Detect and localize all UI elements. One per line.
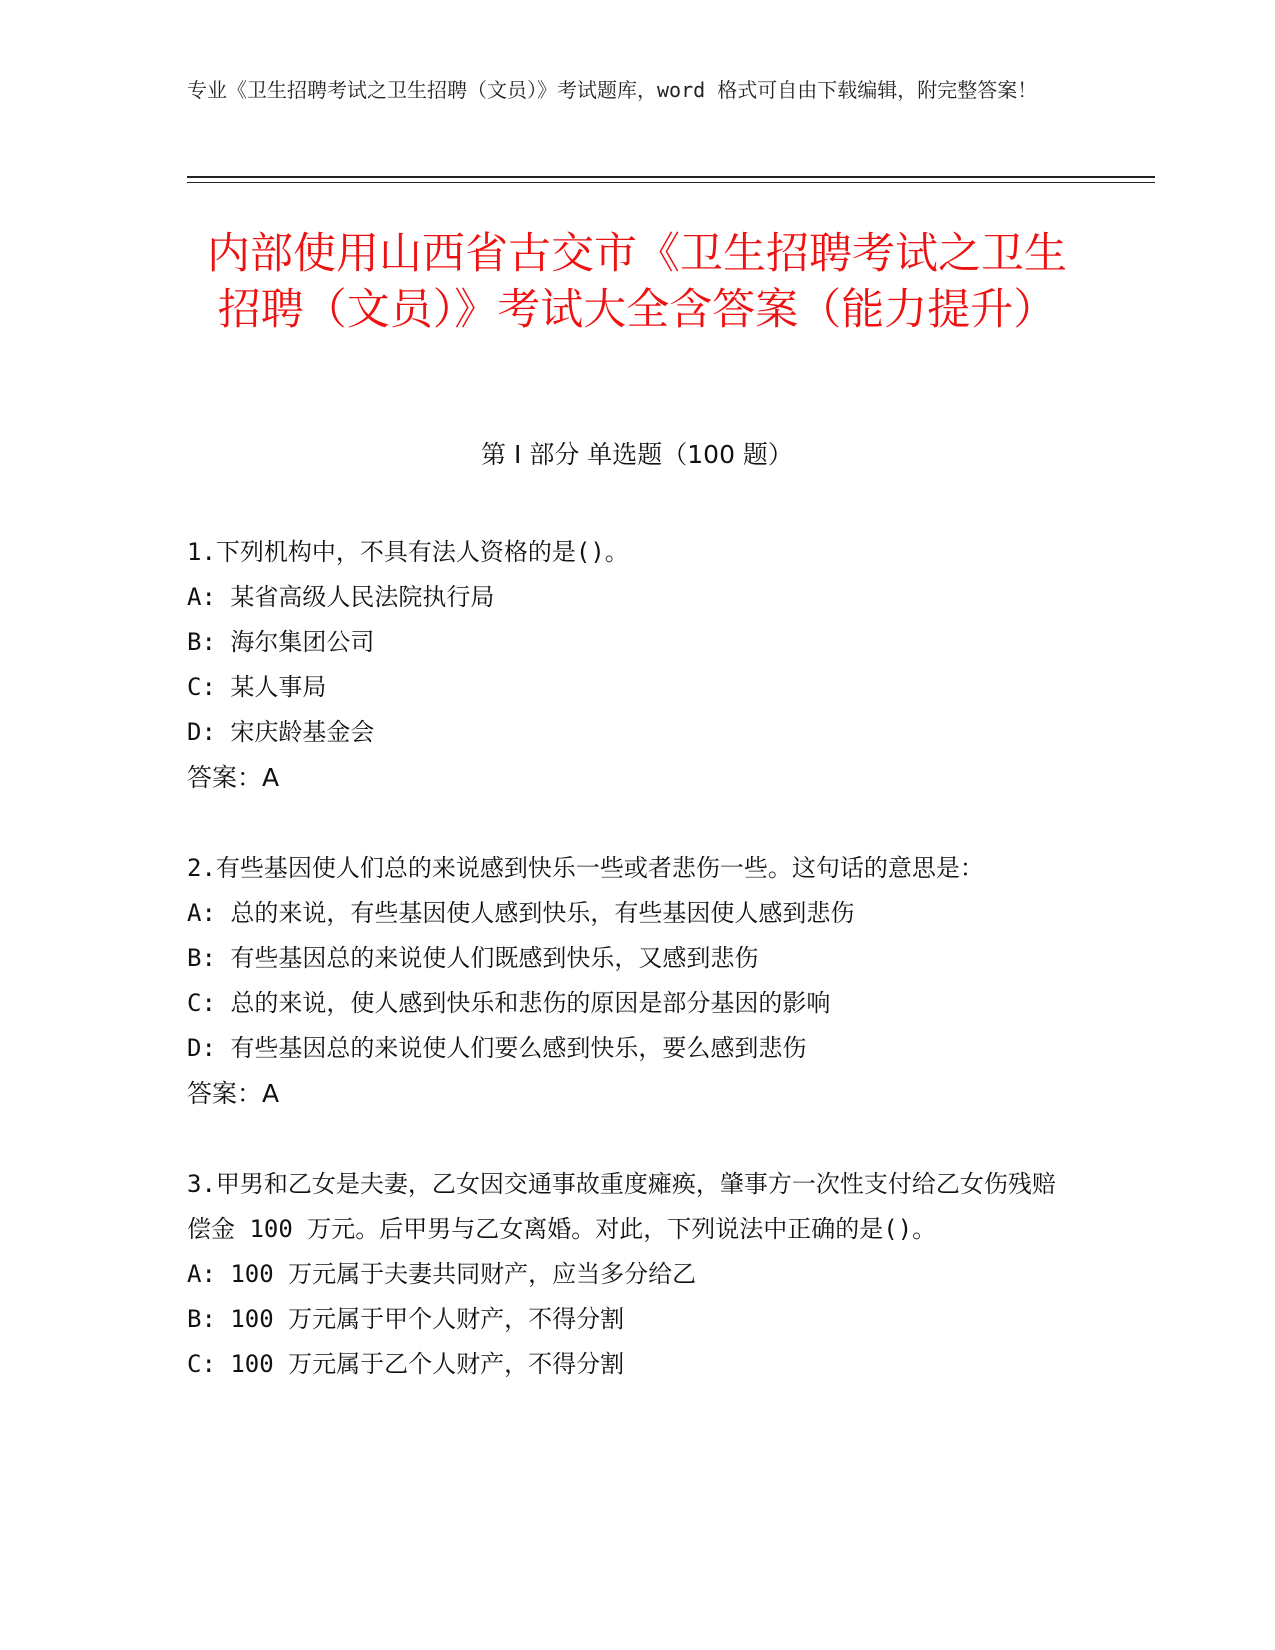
option-b: B: 100 万元属于甲个人财产，不得分割 <box>187 1305 625 1333</box>
option-c: C: 总的来说，使人感到快乐和悲伤的原因是部分基因的影响 <box>187 989 831 1017</box>
document-title: 内部使用山西省古交市《卫生招聘考试之卫生招聘（文员）》考试大全含答案（能力提升） <box>207 229 1067 335</box>
header-note: 专业《卫生招聘考试之卫生招聘（文员）》考试题库，word 格式可自由下载编辑，附完整答案！ <box>187 78 1038 102</box>
question-stem: 3.甲男和乙女是夫妻，乙女因交通事故重度瘫痪，肇事方一次性支付给乙女伤残赔偿金 100 万元。后甲男与乙女离婚。对此，下列说法中正确的是()。 <box>187 1170 1056 1243</box>
question-3 <box>187 1162 1067 1387</box>
header-divider <box>187 176 1155 178</box>
question-1 <box>187 530 1067 800</box>
question-stem: 1.下列机构中，不具有法人资格的是()。 <box>187 538 629 566</box>
answer: 答案：A <box>187 1079 280 1108</box>
option-d: D: 有些基因总的来说使人们要么感到快乐，要么感到悲伤 <box>187 1034 807 1062</box>
header-divider-thin <box>187 182 1155 183</box>
option-d: D: 宋庆龄基金会 <box>187 718 375 746</box>
question-2 <box>187 846 1067 1116</box>
option-a: A: 总的来说，有些基因使人感到快乐，有些基因使人感到悲伤 <box>187 899 855 927</box>
option-c: C: 某人事局 <box>187 673 327 701</box>
option-c: C: 100 万元属于乙个人财产，不得分割 <box>187 1350 625 1378</box>
question-stem: 2.有些基因使人们总的来说感到快乐一些或者悲伤一些。这句话的意思是： <box>187 854 984 882</box>
section-heading: 第 I 部分 单选题（100 题） <box>481 440 793 469</box>
option-b: B: 有些基因总的来说使人们既感到快乐，又感到悲伤 <box>187 944 759 972</box>
option-a: A: 100 万元属于夫妻共同财产，应当多分给乙 <box>187 1260 697 1288</box>
answer: 答案：A <box>187 763 280 792</box>
question-list <box>187 530 1067 1433</box>
option-b: B: 海尔集团公司 <box>187 628 375 656</box>
option-a: A: 某省高级人民法院执行局 <box>187 583 495 611</box>
